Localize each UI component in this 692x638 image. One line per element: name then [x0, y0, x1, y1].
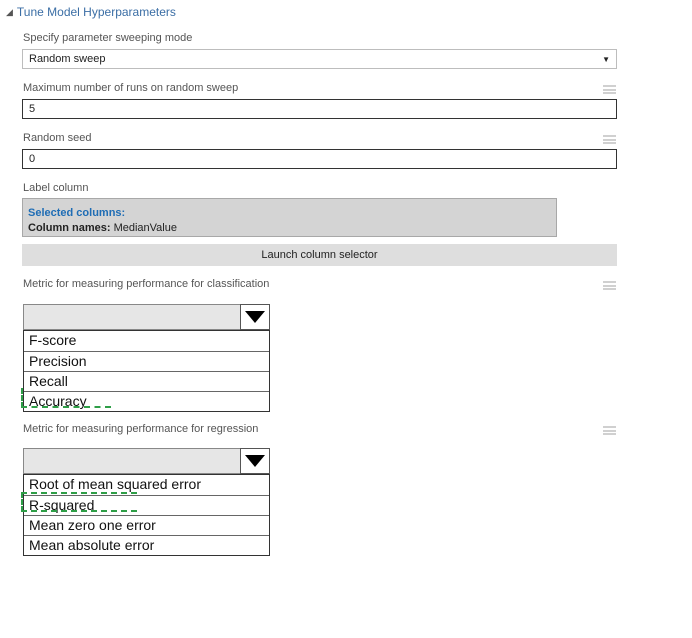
random-seed-label: Random seed	[23, 132, 92, 144]
max-runs-input[interactable]	[22, 99, 617, 119]
parameter-range-icon[interactable]	[603, 135, 616, 144]
regression-metric-label: Metric for measuring performance for regression	[23, 423, 259, 435]
list-item[interactable]: F-score	[29, 332, 77, 348]
parameter-range-icon[interactable]	[603, 85, 616, 94]
classification-metric-dropdown[interactable]	[23, 304, 270, 330]
column-names-value: MedianValue	[113, 222, 177, 234]
list-item[interactable]: Mean absolute error	[24, 535, 269, 555]
accuracy-highlight	[21, 388, 111, 408]
list-item[interactable]: Recall	[24, 371, 269, 391]
regression-dropdown-button[interactable]	[240, 448, 270, 474]
classification-metric-label: Metric for measuring performance for classification	[23, 278, 270, 290]
regression-options-list	[23, 474, 270, 556]
panel-header[interactable]	[6, 5, 176, 19]
dropdown-arrow-icon	[245, 455, 265, 467]
list-item[interactable]: Precision	[24, 351, 269, 371]
regression-metric-dropdown[interactable]	[23, 448, 270, 474]
label-column-label: Label column	[23, 182, 89, 194]
collapse-triangle-icon[interactable]: ◢	[6, 6, 13, 17]
max-runs-value: 5	[29, 103, 36, 115]
list-item[interactable]: Accuracy	[24, 391, 269, 411]
r-squared-highlight	[21, 492, 137, 512]
max-runs-label: Maximum number of runs on random sweep	[23, 82, 239, 94]
selected-columns-box	[22, 198, 557, 237]
dropdown-arrow-icon[interactable]: ▼	[602, 54, 610, 64]
classification-dropdown-button[interactable]	[240, 304, 270, 330]
parameter-range-icon[interactable]	[603, 426, 616, 435]
panel-title: Tune Model Hyperparameters	[16, 5, 176, 19]
random-seed-value: 0	[29, 153, 36, 165]
list-item[interactable]: R-squared	[24, 495, 269, 515]
parameter-range-icon[interactable]	[603, 281, 616, 290]
launch-column-selector-button[interactable]: Launch column selector	[22, 244, 617, 266]
sweep-mode-value: Random sweep	[29, 53, 106, 65]
selected-columns-heading: Selected columns:	[28, 207, 126, 219]
sweep-mode-select[interactable]	[22, 49, 617, 69]
random-seed-input[interactable]	[22, 149, 617, 169]
list-item[interactable]: Root of mean squared error	[29, 476, 201, 492]
dropdown-arrow-icon	[245, 311, 265, 323]
list-item[interactable]: Mean zero one error	[24, 515, 269, 535]
column-names-label: Column names:	[28, 222, 111, 234]
sweep-mode-label: Specify parameter sweeping mode	[23, 32, 193, 44]
